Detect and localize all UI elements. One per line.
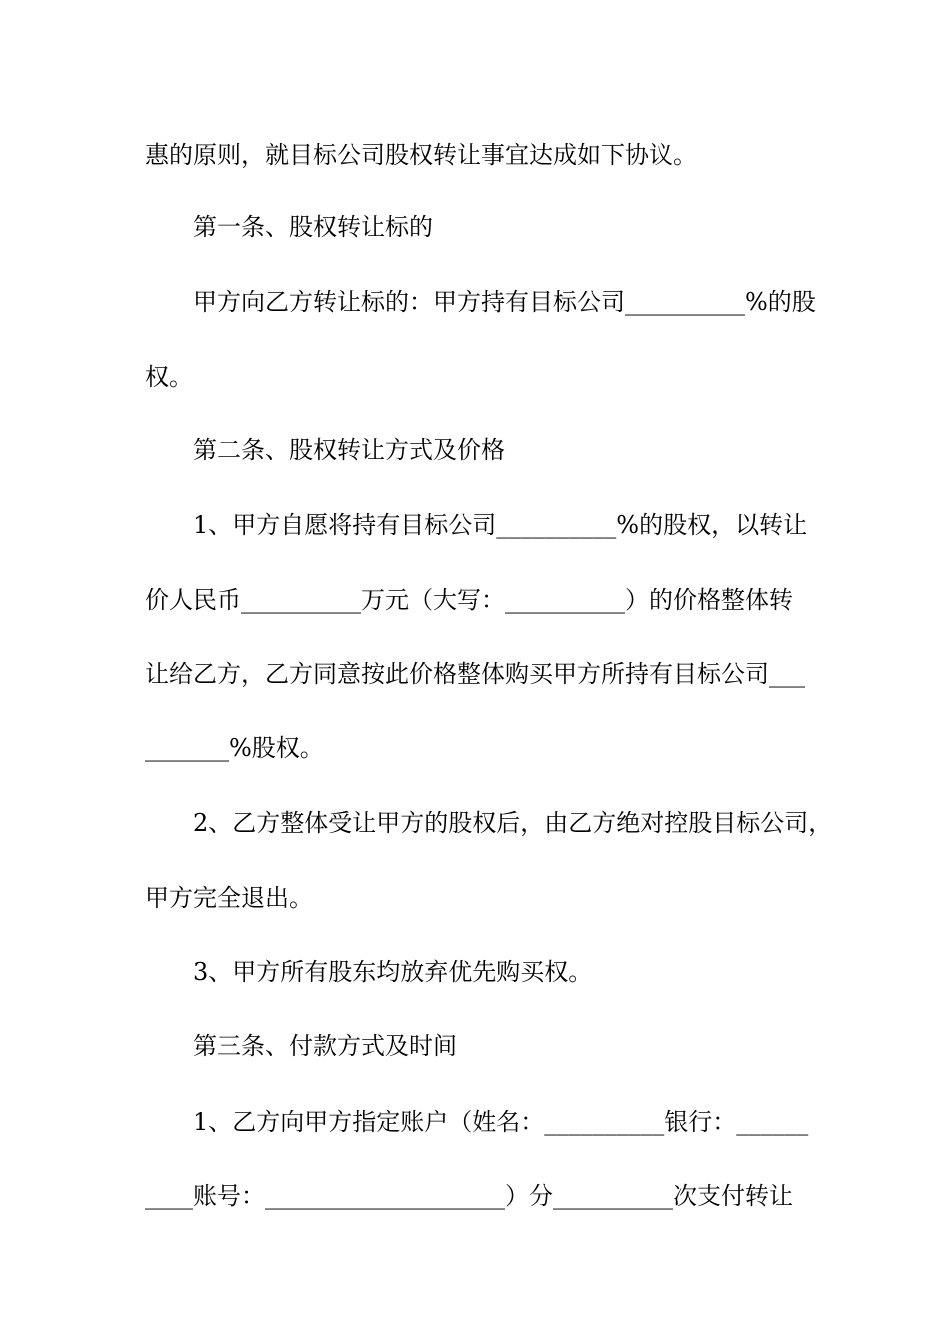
text-line-4: 权。 xyxy=(145,363,193,391)
text-line-7: 价人民币__________万元（大写：__________）的价格整体转 xyxy=(145,586,793,614)
section-heading-3: 第三条、付款方式及时间 xyxy=(193,1032,457,1060)
text-line-11: 甲方完全退出。 xyxy=(145,884,313,912)
text-line-15: ____账号：____________________）分__________次支付转让 xyxy=(145,1182,793,1210)
text-line-14: 1、乙方向甲方指定账户（姓名：__________银行：______ xyxy=(193,1108,809,1136)
section-heading-1: 第一条、股权转让标的 xyxy=(193,213,433,241)
text-line-6: 1、甲方自愿将持有目标公司__________%的股权，以转让 xyxy=(193,511,808,539)
text-line-8: 让给乙方，乙方同意按此价格整体购买甲方所持有目标公司___ xyxy=(145,660,805,688)
text-line-12: 3、甲方所有股东均放弃优先购买权。 xyxy=(193,958,593,986)
text-line-3: 甲方向乙方转让标的：甲方持有目标公司__________%的股 xyxy=(193,288,816,316)
text-line-9: _______%股权。 xyxy=(145,734,324,762)
text-line-1: 惠的原则，就目标公司股权转让事宜达成如下协议。 xyxy=(145,141,697,169)
section-heading-2: 第二条、股权转让方式及价格 xyxy=(193,436,505,464)
text-line-10: 2、乙方整体受让甲方的股权后，由乙方绝对控股目标公司， xyxy=(193,809,833,837)
